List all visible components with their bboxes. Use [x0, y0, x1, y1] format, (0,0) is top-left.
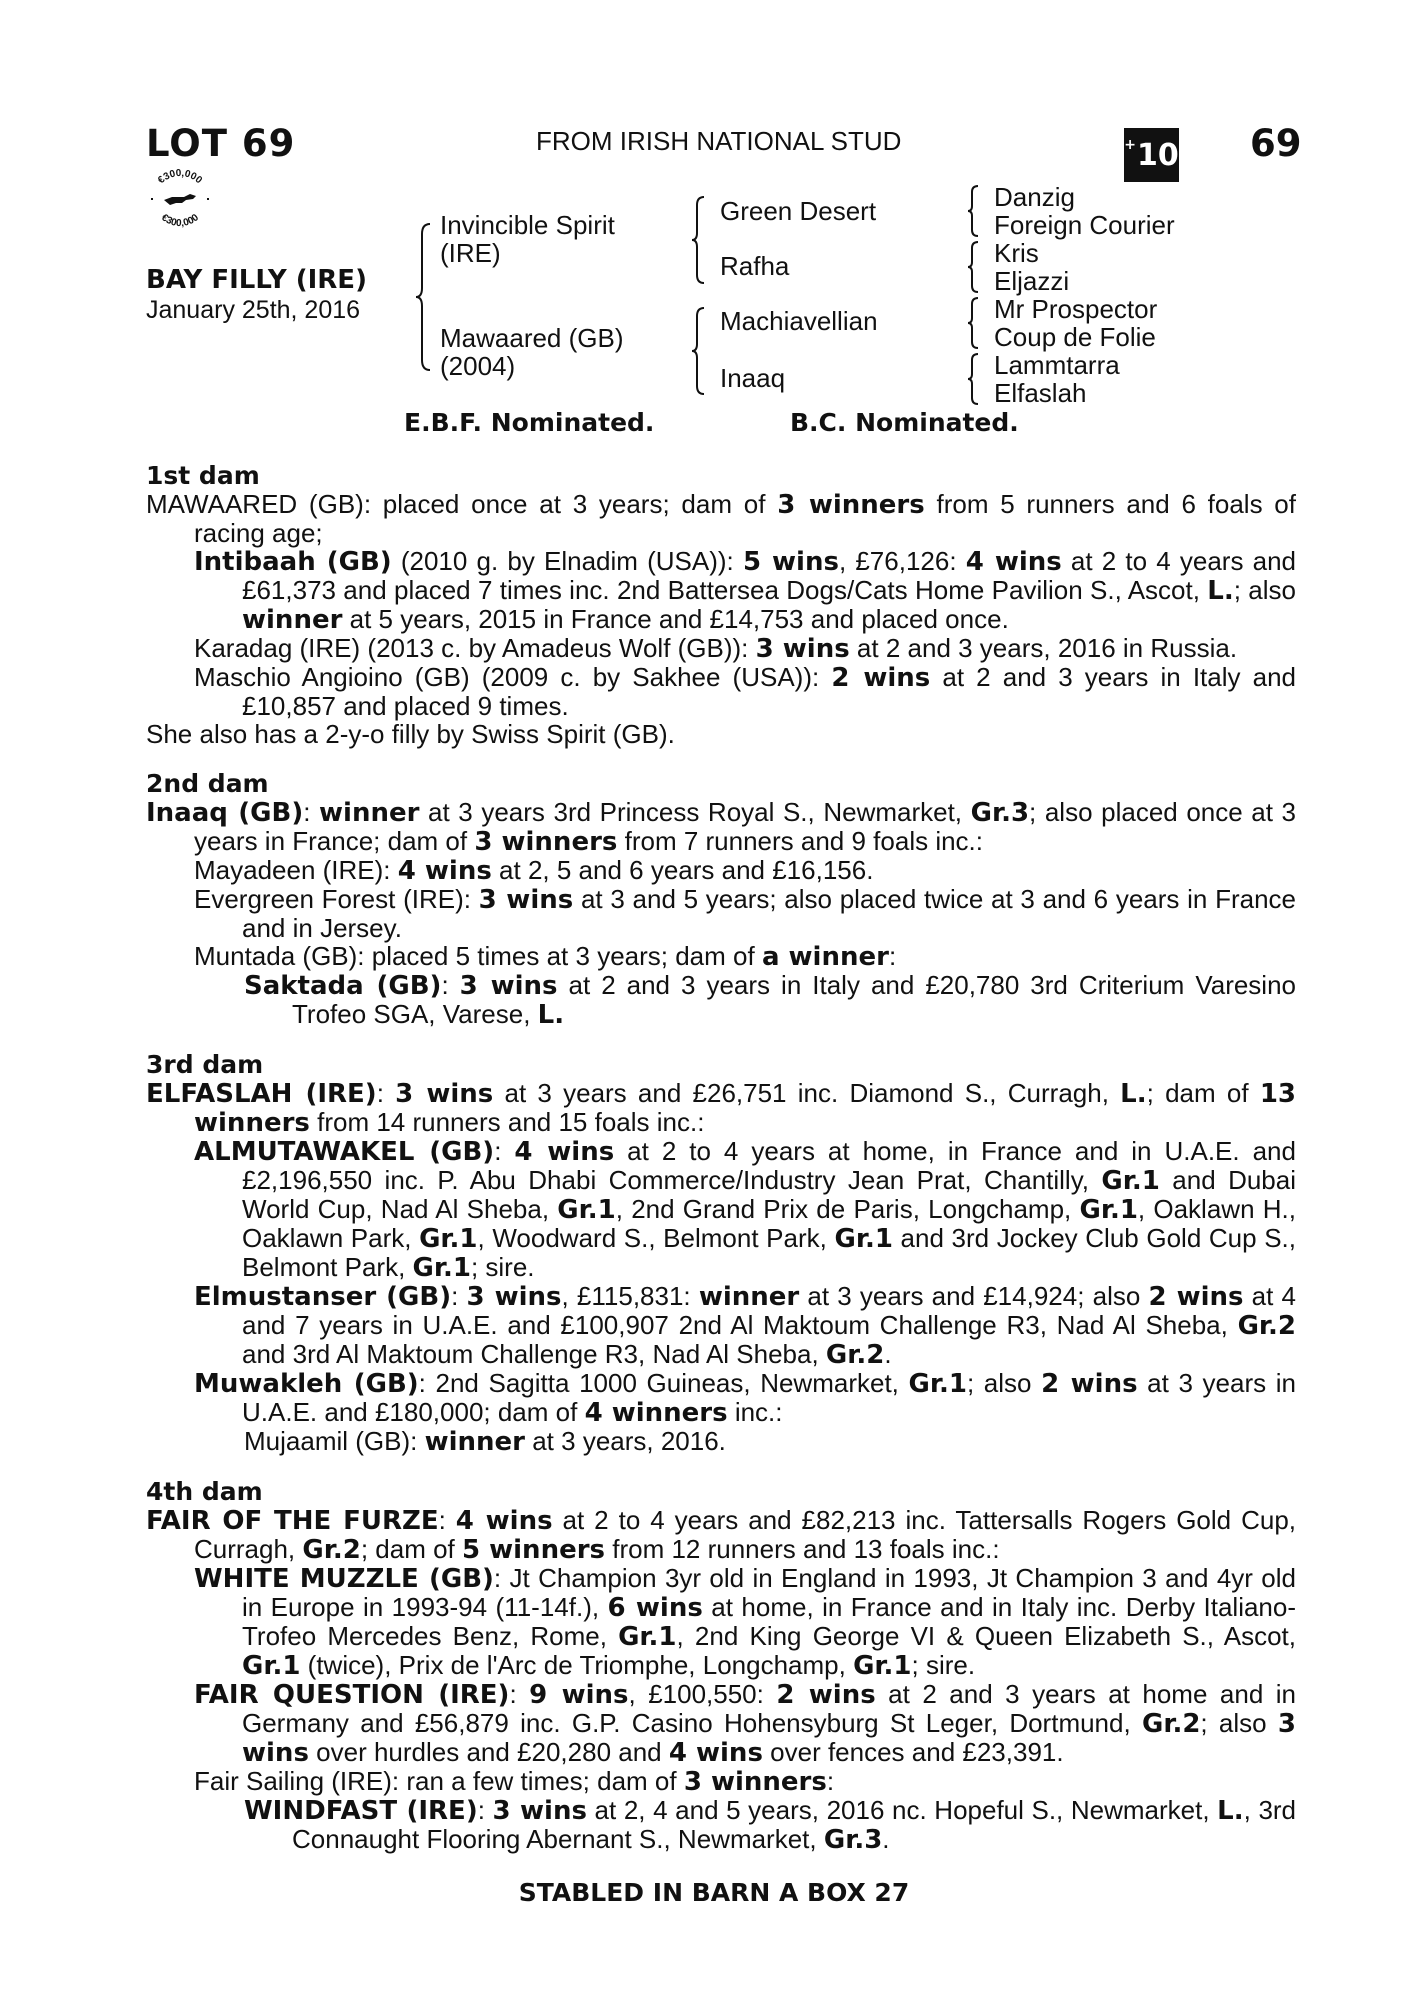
lot-number: 69	[1250, 122, 1302, 165]
horse-sex: BAY FILLY (IRE)	[146, 265, 367, 295]
produce-entry: Mayadeen (IRE): 4 wins at 2, 5 and 6 years and £16,156.	[194, 855, 874, 886]
produce-note: She also has a 2-y-o filly by Swiss Spirit (GB).	[146, 719, 675, 749]
produce-entry: Karadag (IRE) (2013 c. by Amadeus Wolf (GB)): 3 wins at 2 and 3 years, 2016 in Russia.	[194, 633, 1238, 664]
produce-entry: Muwakleh (GB): 2nd Sagitta 1000 Guineas, Newmarket, Gr.1; also 2 wins at 3 years in U.A.E. and £180,000; dam of 4 winners inc.:	[194, 1368, 1296, 1428]
produce-entry: Evergreen Forest (IRE): 3 wins at 3 and 5 years; also placed twice at 3 and 6 years in France and in Jersey.	[194, 884, 1297, 943]
section-heading-4th-dam: 4th dam	[146, 1477, 263, 1506]
brace-sd	[966, 240, 980, 294]
dam-sire: Machiavellian	[720, 306, 878, 336]
dam-year: (2004)	[440, 351, 516, 381]
sd-dam: Eljazzi	[994, 266, 1070, 296]
bc-nominated: B.C. Nominated.	[790, 408, 1019, 437]
section-heading-3rd-dam: 3rd dam	[146, 1050, 264, 1079]
ebf-nominated: E.B.F. Nominated.	[404, 408, 655, 437]
svg-text:€300,000	[159, 212, 201, 229]
produce-entry: WINDFAST (IRE): 3 wins at 2, 4 and 5 years, 2016 nc. Hopeful S., Newmarket, L., 3rd Connaught Flooring Abernant S., Newmarket, Gr.3.	[244, 1795, 1297, 1855]
seal-top-text: €300,000	[156, 167, 204, 187]
bonus-seal	[146, 166, 214, 234]
ds-dam: Coup de Folie	[994, 322, 1156, 352]
brace-dam	[690, 306, 706, 396]
dam-entry: FAIR OF THE FURZE: 4 wins at 2 to 4 years and £82,213 inc. Tattersalls Rogers Gold Cup, Curragh, Gr.2; dam of 5 winners from 12 runners and 13 foals inc.:	[146, 1505, 1296, 1565]
dam-entry: ELFASLAH (IRE): 3 wins at 3 years and £26,751 inc. Diamond S., Curragh, L.; dam of 13 winners from 14 runners and 15 foals inc.:	[146, 1078, 1297, 1138]
produce-entry: FAIR QUESTION (IRE): 9 wins, £100,550: 2 wins at 2 and 3 years at home and in Germany and £56,879 inc. G.P. Casino Hohensyburg St Leger, Dortmund, Gr.2; also 3 wins over hurdles and £20,280 and 4 wins over fences and £23,391.	[194, 1679, 1296, 1768]
sire: Invincible Spirit	[440, 210, 615, 240]
produce-entry: Mujaamil (GB): winner at 3 years, 2016.	[244, 1426, 726, 1457]
ss-dam: Foreign Courier	[994, 210, 1175, 240]
produce-entry: Muntada (GB): placed 5 times at 3 years; dam of a winner:	[194, 941, 897, 972]
produce-entry: Maschio Angioino (GB) (2009 c. by Sakhee (USA)): 2 wins at 2 and 3 years in Italy and £10,857 and placed 9 times.	[194, 662, 1296, 721]
dam-dam: Inaaq	[720, 363, 786, 393]
produce-entry: WHITE MUZZLE (GB): Jt Champion 3yr old in England in 1993, Jt Champion 3 and 4yr old in Europe in 1993-94 (11-14f.), 6 wins at home, in France and in Italy inc. Derby Italiano-Trofeo Mercedes Benz, Rome, Gr.1, 2nd King George VI & Queen Elizabeth S., Ascot, Gr.1 (twice), Prix de l'Arc de Triomphe, Longchamp, Gr.1; sire.	[194, 1563, 1297, 1681]
seal-bottom-text: €300,000	[159, 212, 201, 230]
brace-main	[414, 222, 432, 372]
produce-entry: Saktada (GB): 3 wins at 2 and 3 years in Italy and £20,780 3rd Criterium Varesino Trofeo SGA, Varese, L.	[244, 970, 1297, 1030]
produce-entry: Elmustanser (GB): 3 wins, £115,831: winner at 3 years and £14,924; also 2 wins at 4 and 7 years in U.A.E. and £100,907 2nd Al Maktoum Challenge R3, Nad Al Sheba, Gr.2 and 3rd Al Maktoum Challenge R3, Nad Al Sheba, Gr.2.	[194, 1281, 1296, 1370]
dd-sire: Lammtarra	[994, 350, 1120, 380]
ss-sire: Danzig	[994, 182, 1075, 212]
dam-entry: MAWAARED (GB): placed once at 3 years; dam of 3 winners from 5 runners and 6 foals of racing age;	[146, 489, 1296, 548]
dam-entry: Inaaq (GB): winner at 3 years 3rd Princess Royal S., Newmarket, Gr.3; also placed once at 3 years in France; dam of 3 winners from 7 runners and 9 foals inc.:	[146, 797, 1296, 857]
badge-sup: +	[1124, 137, 1136, 153]
produce-entry: ALMUTAWAKEL (GB): 4 wins at 2 to 4 years at home, in France and in U.A.E. and £2,196,550 inc. P. Abu Dhabi Commerce/Industry Jean Prat, Chantilly, Gr.1 and Dubai World Cup, Nad Al Sheba, Gr.1, 2nd Grand Prix de Paris, Longchamp, Gr.1, Oaklawn H., Oaklawn Park, Gr.1, Woodward S., Belmont Park, Gr.1 and 3rd Jockey Club Gold Cup S., Belmont Park, Gr.1; sire.	[194, 1136, 1296, 1283]
brace-sire	[690, 195, 706, 285]
badge-plus-10	[1124, 128, 1179, 182]
section-heading-2nd-dam: 2nd dam	[146, 769, 269, 798]
produce-record	[146, 462, 1296, 1854]
sire-country: (IRE)	[440, 238, 501, 268]
badge-text: 10	[1136, 137, 1179, 173]
section-heading-1st-dam: 1st dam	[146, 461, 260, 490]
brace-ds	[966, 296, 980, 350]
ds-sire: Mr Prospector	[994, 294, 1158, 324]
brace-ss	[966, 184, 980, 238]
sire-sire: Green Desert	[720, 196, 877, 226]
consignor: FROM IRISH NATIONAL STUD	[536, 126, 902, 156]
horse-dob: January 25th, 2016	[146, 296, 361, 324]
sd-sire: Kris	[994, 238, 1039, 268]
brace-dd	[966, 352, 980, 406]
lot-label: LOT 69	[146, 122, 296, 165]
svg-text:€300,000	[156, 168, 204, 187]
dam: Mawaared (GB)	[440, 323, 624, 353]
stabling-info: STABLED IN BARN A BOX 27	[518, 1878, 910, 1907]
horse-icon	[151, 194, 209, 205]
produce-entry: Intibaah (GB) (2010 g. by Elnadim (USA)): 5 wins, £76,126: 4 wins at 2 to 4 years and £61,373 and placed 7 times inc. 2nd Battersea Dogs/Cats Home Pavilion S., Ascot, L.; also winner at 5 years, 2015 in France and £14,753 and placed once.	[194, 546, 1297, 635]
dd-dam: Elfaslah	[994, 378, 1087, 408]
sire-dam: Rafha	[720, 251, 790, 281]
produce-entry: Fair Sailing (IRE): ran a few times; dam of 3 winners:	[194, 1766, 835, 1797]
